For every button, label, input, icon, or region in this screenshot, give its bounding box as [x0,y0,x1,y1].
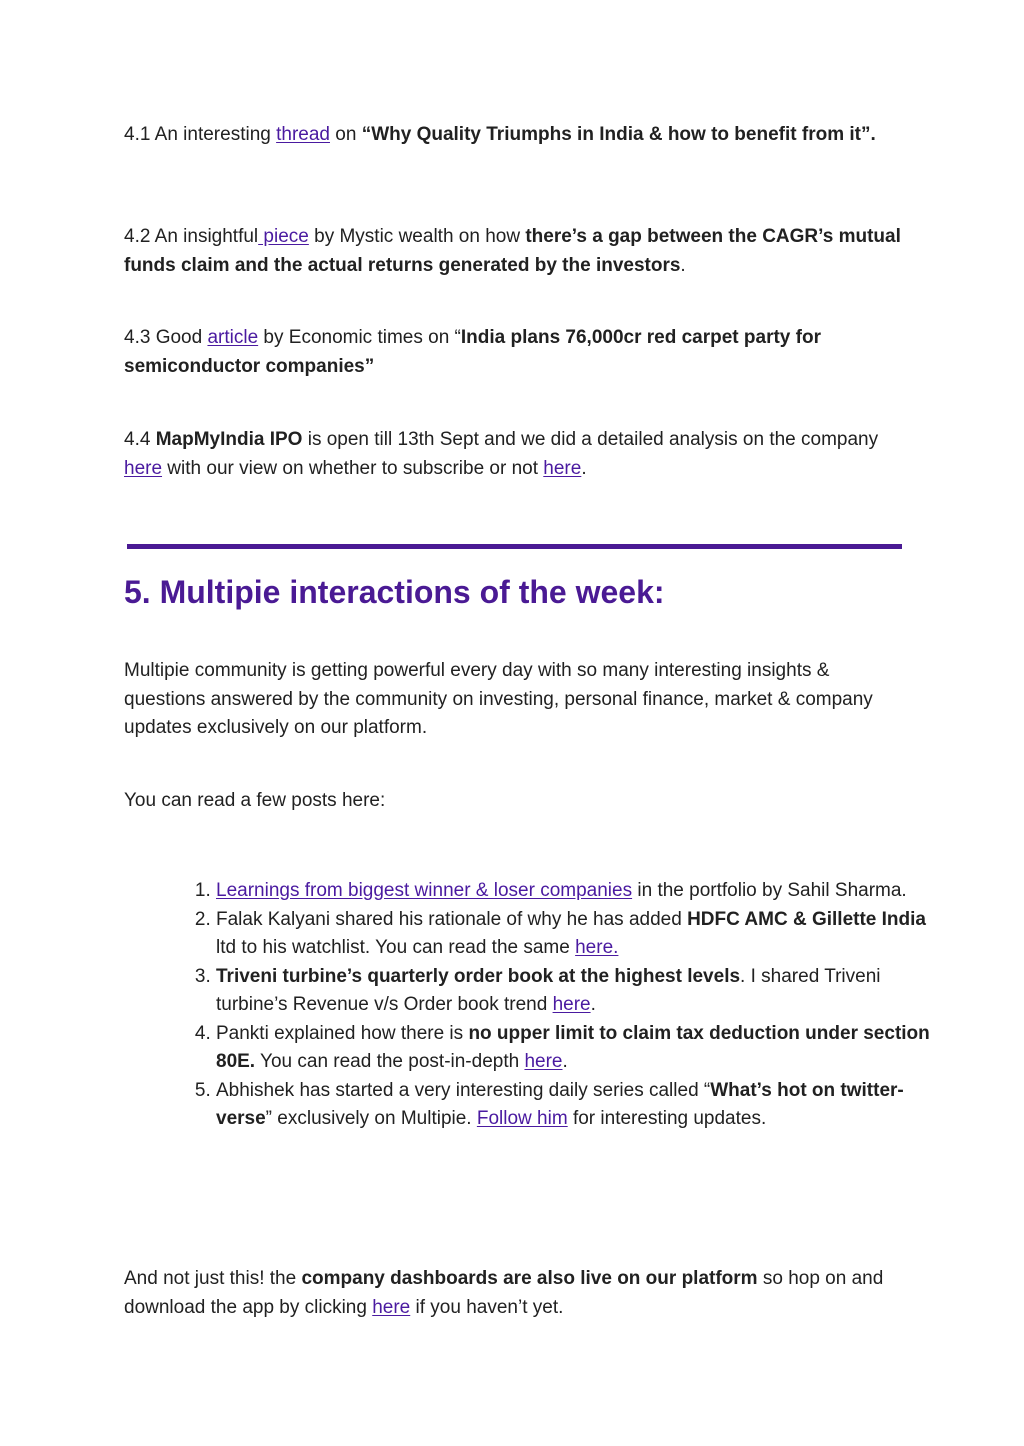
item-bold-text: What’s hot on twitter-verse [216,1079,904,1129]
list-item [216,1020,936,1077]
item-text: . [581,457,587,479]
follow-him-link[interactable]: Follow him [476,1108,568,1129]
item-text: so hop on and download the app by clicking [124,1268,884,1318]
item-4-3 [124,324,904,381]
watchlist-here-link[interactable]: here. [575,937,619,958]
item-bold-text: India plans 76,000cr red carpet party for semiconductor companies” [124,327,821,377]
list-item [216,1077,936,1134]
article-link[interactable]: article [207,327,259,348]
item-text: 4.3 Good [124,327,208,348]
item-bold-text: there’s a gap between the CAGR’s mutual funds claim and the actual returns generated by the investors [124,226,901,276]
posts-list [124,877,936,1134]
item-text: . I shared Triveni turbine’s Revenue v/s Order book trend [216,965,881,1015]
item-text: Pankti explained how there is [216,1022,469,1044]
list-item [216,877,936,906]
item-bold-text: MapMyIndia IPO [155,429,303,450]
list-item [216,906,936,963]
order-book-here-link[interactable]: here [552,994,591,1015]
item-bold-text: HDFC AMC & Gillette India [687,908,926,930]
item-bold-text: “Why Quality Triumphs in India & how to benefit from it”. [361,124,876,145]
thread-link[interactable]: thread [276,124,330,145]
item-bold-text: Triveni turbine’s quarterly order book at the highest levels [216,965,741,987]
piece-link[interactable]: piece [258,226,309,247]
closing-paragraph [124,1265,904,1322]
item-4-2 [124,223,904,280]
item-text: ltd to his watchlist. You can read the same [216,937,576,958]
item-text: ” exclusively on Multipie. [265,1108,477,1129]
item-text: And not just this! the [124,1268,302,1289]
item-text: You can read the post-in-depth [255,1051,525,1072]
item-text: by Economic times on “ [258,327,461,348]
section-heading: 5. Multipie interactions of the week: [124,574,665,610]
subscribe-view-here-link[interactable]: here [543,457,582,479]
item-text: for interesting updates. [567,1108,767,1129]
item-text: 4.4 [124,429,156,450]
item-text: . [590,994,596,1015]
item-text: on [329,124,362,145]
item-text: Falak Kalyani shared his rationale of why he has added [216,908,688,930]
section-divider [127,544,902,549]
item-text: 4.2 An insightful [124,226,259,247]
item-text: . [562,1051,568,1072]
download-app-here-link[interactable]: here [372,1296,411,1318]
read-posts-text: You can read a few posts here: [124,790,386,811]
learnings-post-link[interactable]: Learnings from biggest winner & loser companies [216,880,633,901]
item-text: with our view on whether to subscribe or not [162,457,544,479]
item-text: by Mystic wealth on how [308,226,526,247]
item-4-1 [124,121,904,150]
item-text: Abhishek has started a very interesting daily series called “ [216,1079,711,1101]
item-4-4 [124,426,904,483]
item-text: if you haven’t yet. [410,1296,564,1318]
item-text: is open till 13th Sept and we did a detailed analysis on the company [302,429,879,450]
item-bold-text: company dashboards are also live on our platform [301,1268,758,1289]
item-text: in the portfolio by Sahil Sharma. [632,880,907,901]
item-bold-text: no upper limit to claim tax deduction under section 80E. [216,1022,930,1072]
section-intro: Multipie community is getting powerful every day with so many interesting insights & questions answered by the community on investing, personal finance, market & company updates exclusively on our platform. [124,660,873,738]
item-text: . [680,254,686,276]
item-text: 4.1 An interesting [124,124,277,145]
analysis-here-link[interactable]: here [124,457,163,479]
list-item [216,963,936,1020]
tax-deduction-here-link[interactable]: here [524,1051,563,1072]
